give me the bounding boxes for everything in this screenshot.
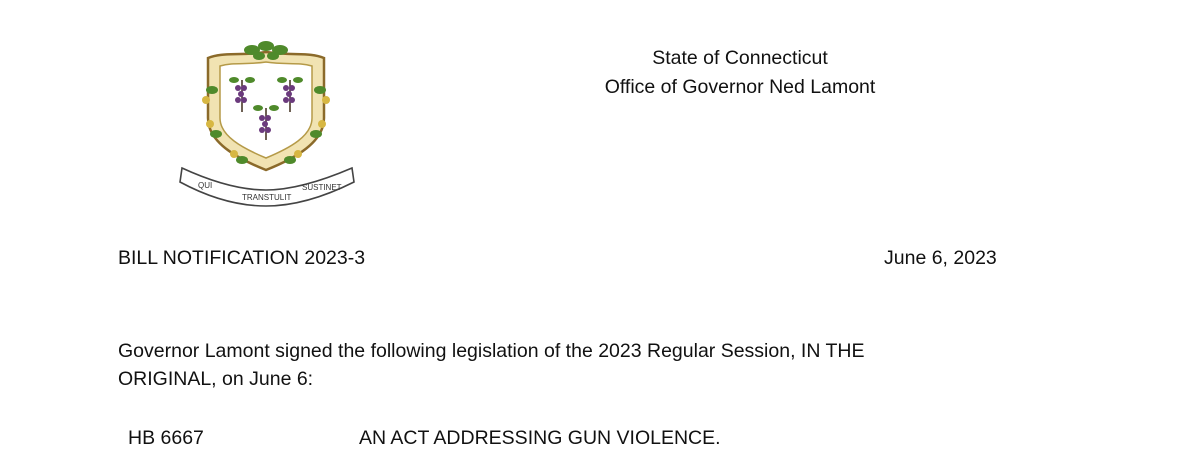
seal-motto-3: SUSTINET — [302, 183, 342, 192]
letterhead-office: Office of Governor Ned Lamont — [604, 76, 876, 98]
letterhead-state: State of Connecticut — [652, 47, 828, 69]
letterhead — [540, 44, 940, 102]
notification-number: BILL NOTIFICATION 2023-3 — [118, 247, 366, 269]
seal-motto-2: TRANSTULIT — [242, 193, 292, 202]
body-line-2: ORIGINAL, on June 6: — [118, 368, 314, 390]
notification-date: June 6, 2023 — [884, 247, 997, 269]
body-paragraph — [118, 337, 1018, 393]
bill-number: HB 6667 — [128, 427, 204, 449]
body-line-1: Governor Lamont signed the following legislation of the 2023 Regular Session, IN THE — [118, 340, 865, 362]
state-seal — [168, 30, 364, 210]
seal-motto-1: QUI — [198, 181, 213, 190]
state-seal-graphic — [168, 30, 364, 210]
bill-title: AN ACT ADDRESSING GUN VIOLENCE. — [359, 427, 721, 449]
